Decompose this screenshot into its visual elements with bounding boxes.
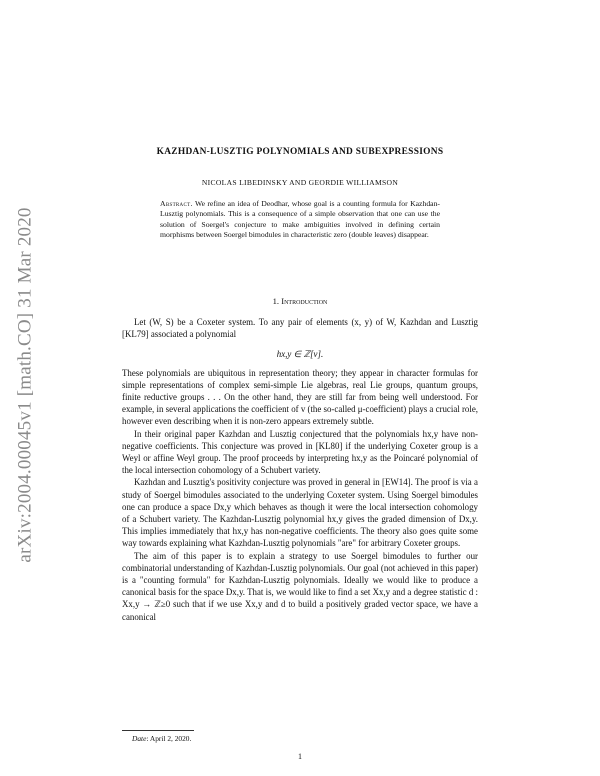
paper-authors: NICOLAS LIBEDINSKY AND GEORDIE WILLIAMSON bbox=[201, 178, 399, 187]
page-number: 1 bbox=[298, 752, 302, 761]
paper-title: KAZHDAN-LUSZTIG POLYNOMIALS AND SUBEXPRESSIONS bbox=[156, 147, 444, 157]
section-heading bbox=[122, 296, 478, 306]
paragraph-1: Let (W, S) be a Coxeter system. To any pair of elements (x, y) of W, Kazhdan and Lusztig [KL79] associated a polynomial bbox=[122, 317, 478, 340]
arxiv-identifier-stamp bbox=[6, 175, 46, 595]
abstract bbox=[160, 199, 440, 241]
footnote-rule bbox=[122, 730, 194, 731]
abstract-text: We refine an idea of Deodhar, whose goal is a counting formula for Kazhdan-Lusztig polynomials. This is a consequence of a simple observation that one can use the solution of Soergel's conjecture to make ambiguities involved in defining certain morphisms between Soergel bimodules in characteristic zero (double leaves) disappear. bbox=[160, 199, 440, 240]
footnote bbox=[132, 734, 191, 743]
body-text bbox=[122, 316, 478, 623]
section-number: 1. bbox=[272, 296, 280, 306]
paragraph-5: The aim of this paper is to explain a strategy to use Soergel bimodules to further our combinatorial understanding of Kazhdan-Lusztig polynomials. Our goal (not achieved in this paper) is a "counting formula" for Kazhdan-Lusztig polynomials. Ideally we would like to produce a canonical basis for the space Dx,y. That is, we would like to find a set Xx,y and a degree statistic d : Xx,y → ℤ≥0 such that if we use Xx,y and d to build a positively graded vector space, we have a canonical bbox=[122, 550, 478, 622]
footnote-text: : April 2, 2020. bbox=[146, 734, 192, 743]
arxiv-identifier-text: arXiv:2004.00045v1 [math.CO] 31 Mar 2020 bbox=[15, 207, 37, 563]
paragraph-3: In their original paper Kazhdan and Lusztig conjectured that the polynomials hx,y have non-negative coefficients. This conjecture was proved in [KL80] if the underlying Coxeter group is a Weyl or affine Weyl group. The proof proceeds by interpreting hx,y as the Poincaré polynomial of the local intersection cohomology of a Schubert variety. bbox=[122, 428, 478, 476]
footnote-label: Date bbox=[132, 734, 147, 743]
section-title: Introduction bbox=[281, 296, 328, 306]
paragraph-4: Kazhdan and Lusztig's positivity conjecture was proved in general in [EW14]. The proof is via a study of Soergel bimodules associated to the underlying Coxeter system. Using Soergel bimodules one can produce a space Dx,y which behaves as though it were the local intersection cohomology of a Schubert variety. The Kazhdan-Lusztig polynomial hx,y gives the graded dimension of Dx,y. This implies immediately that hx,y has non-negative coefficients. The theory also goes quite some way towards explaining what Kazhdan-Lusztig polynomials "are" for arbitrary Coxeter groups. bbox=[122, 477, 478, 549]
display-equation: hx,y ∈ ℤ[v]. bbox=[276, 349, 324, 360]
abstract-label: Abstract. bbox=[160, 199, 193, 208]
paragraph-2: These polynomials are ubiquitous in representation theory; they appear in character formulas for simple representations of complex semi-simple Lie algebras, real Lie groups, quantum groups, finite reductive groups . . . On the other hand, they are still far from being well understood. For example, in several applications the coefficient of v (the so-called μ-coefficient) plays a crucial role, however even describing when it is non-zero appears extremely subtle. bbox=[122, 367, 478, 427]
